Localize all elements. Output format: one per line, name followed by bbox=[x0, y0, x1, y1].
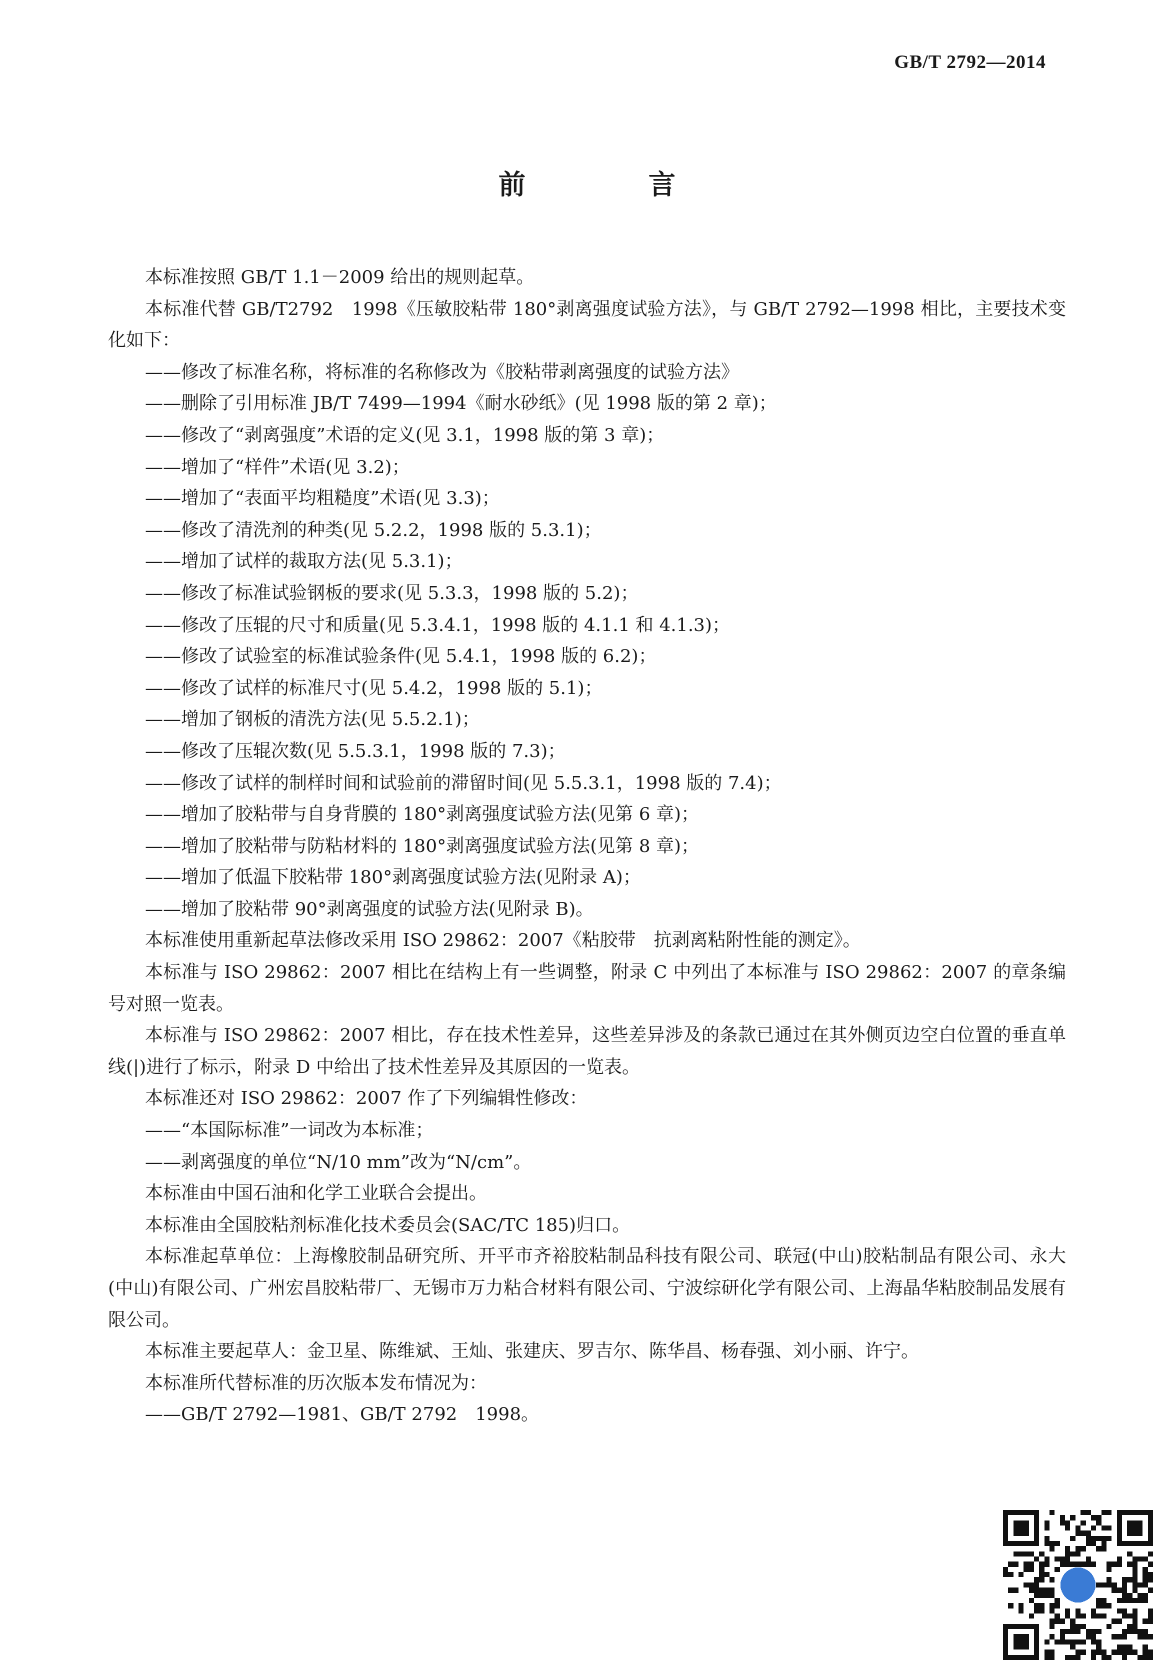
list-item: ——修改了“剥离强度”术语的定义(见 3.1，1998 版的第 3 章)； bbox=[145, 424, 665, 446]
qr-logo-icon bbox=[1060, 1567, 1095, 1602]
list-item: ——“本国际标准”一词改为本标准； bbox=[145, 1120, 434, 1142]
list-item: ——修改了压辊次数(见 5.5.3.1，1998 版的 7.3)； bbox=[145, 740, 566, 762]
document-code: GB/T 2792—2014 bbox=[894, 52, 1046, 73]
list-item: ——增加了胶粘带与自身背膜的 180°剥离强度试验方法(见第 6 章)； bbox=[145, 804, 700, 826]
document-body bbox=[108, 262, 1066, 1431]
list-item: ——删除了引用标准 JB/T 7499—1994《耐水砂纸》(见 1998 版的第 2 章)； bbox=[145, 393, 777, 415]
page-title: 前 言 bbox=[498, 170, 724, 201]
list-item: ——增加了钢板的清洗方法(见 5.5.2.1)； bbox=[145, 709, 480, 731]
qr-code-icon bbox=[1003, 1510, 1153, 1660]
paragraph: 本标准还对 ISO 29862：2007 作了下列编辑性修改： bbox=[145, 1088, 588, 1110]
qr-code[interactable] bbox=[1003, 1510, 1153, 1660]
list-item: ——修改了试样的标准尺寸(见 5.4.2，1998 版的 5.1)； bbox=[145, 677, 603, 699]
list-item: ——修改了清洗剂的种类(见 5.2.2，1998 版的 5.3.1)； bbox=[145, 519, 602, 541]
list-item: ——增加了“表面平均粗糙度”术语(见 3.3)； bbox=[145, 488, 500, 510]
paragraph: 本标准由全国胶粘剂标准化技术委员会(SAC/TC 185)归口。 bbox=[145, 1214, 631, 1236]
list-item: ——修改了试样的制样时间和试验前的滞留时间(见 5.5.3.1，1998 版的 7.4)； bbox=[145, 772, 782, 794]
list-item: ——修改了压辊的尺寸和质量(见 5.3.4.1，1998 版的 4.1.1 和 4.1.3)； bbox=[145, 614, 731, 636]
list-item: ——修改了试验室的标准试验条件(见 5.4.1，1998 版的 6.2)； bbox=[145, 646, 657, 668]
list-item: ——增加了胶粘带与防粘材料的 180°剥离强度试验方法(见第 8 章)； bbox=[145, 835, 700, 857]
paragraph: 本标准所代替标准的历次版本发布情况为： bbox=[145, 1372, 487, 1394]
list-item: ——增加了胶粘带 90°剥离强度的试验方法(见附录 B)。 bbox=[145, 898, 594, 920]
list-item: ——剥离强度的单位“N/10 mm”改为“N/cm”。 bbox=[145, 1151, 532, 1173]
paragraph: 本标准与 ISO 29862：2007 相比在结构上有一些调整，附录 C 中列出了本标准与 ISO 29862：2007 的章条编号对照一览表。 bbox=[108, 962, 1066, 1015]
paragraph: 本标准起草单位：上海橡胶制品研究所、开平市齐裕胶粘制品科技有限公司、联冠(中山)胶粘制品有限公司、永大(中山)有限公司、广州宏昌胶粘带厂、无锡市万力粘合材料有限公司、宁波综研化学有限公司、上海晶华粘胶制品发展有限公司。 bbox=[108, 1246, 1066, 1331]
list-item: ——增加了低温下胶粘带 180°剥离强度试验方法(见附录 A)； bbox=[145, 867, 641, 889]
list-item: ——修改了标准试验钢板的要求(见 5.3.3，1998 版的 5.2)； bbox=[145, 582, 639, 604]
list-item: ——修改了标准名称，将标准的名称修改为《胶粘带剥离强度的试验方法》 bbox=[145, 361, 739, 383]
list-item: ——增加了“样件”术语(见 3.2)； bbox=[145, 456, 410, 478]
paragraph: 本标准主要起草人：金卫星、陈维斌、王灿、张建庆、罗吉尔、陈华昌、杨春强、刘小丽、许宁。 bbox=[145, 1341, 919, 1363]
list-item: ——GB/T 2792—1981、GB/T 2792 1998。 bbox=[145, 1404, 540, 1426]
paragraph: 本标准代替 GB/T2792 1998《压敏胶粘带 180°剥离强度试验方法》，与 GB/T 2792—1998 相比，主要技术变化如下： bbox=[108, 298, 1066, 352]
paragraph: 本标准使用重新起草法修改采用 ISO 29862：2007《粘胶带 抗剥离粘附性能的测定》。 bbox=[145, 930, 861, 952]
paragraph: 本标准由中国石油和化学工业联合会提出。 bbox=[145, 1183, 487, 1205]
list-item: ——增加了试样的裁取方法(见 5.3.1)； bbox=[145, 551, 463, 573]
paragraph: 本标准与 ISO 29862：2007 相比，存在技术性差异，这些差异涉及的条款已通过在其外侧页边空白位置的垂直单线(|)进行了标示，附录 D 中给出了技术性差异及其原因的一览表。 bbox=[108, 1025, 1066, 1078]
paragraph: 本标准按照 GB/T 1.1－2009 给出的规则起草。 bbox=[145, 267, 535, 288]
